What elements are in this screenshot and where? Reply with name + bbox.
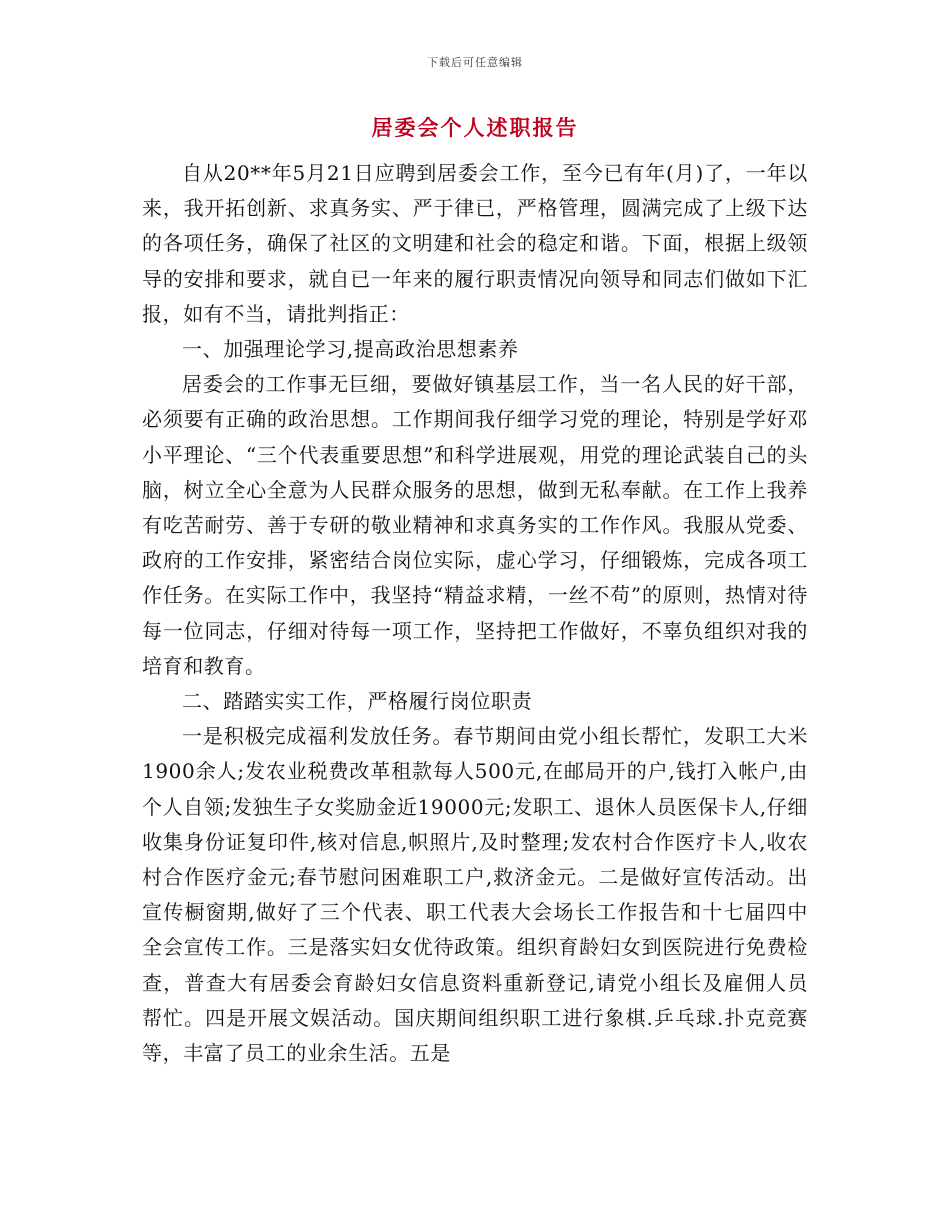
document-body — [142, 156, 808, 1071]
paragraph-section-1: 居委会的工作事无巨细，要做好镇基层工作，当一名人民的好干部，必须要有正确的政治思想。工作期间我仔细学习党的理论，特别是学好邓小平理论、“三个代表重要思想”和科学进展观，用党的理论武装自己的头脑，树立全心全意为人民群众服务的思想，做到无私奉献。在工作上我养有吃苦耐劳、善于专研的敬业精神和求真务实的工作作风。我服从党委、政府的工作安排，紧密结合岗位实际，虚心学习，仔细锻炼，完成各项工作任务。在实际工作中，我坚持“精益求精，一丝不苟”的原则，热情对待每一位同志，仔细对待每一项工作，坚持把工作做好，不辜负组织对我的培育和教育。 — [142, 372, 808, 678]
header-note: 下载后可任意编辑 — [427, 56, 523, 69]
document-title: 居委会个人述职报告 — [371, 116, 579, 140]
section-heading-2: 二、踏踏实实工作，严格履行岗位职责 — [182, 689, 533, 714]
section-heading-1: 一、加强理论学习,提高政治思想素养 — [182, 337, 519, 362]
paragraph-intro: 自从20**年5月21日应聘到居委会工作，至今已有年(月)了，一年以来，我开拓创新、求真务实、严于律已，严格管理，圆满完成了上级下达的各项任务，确保了社区的文明建和社会的稳定和谐。下面，根据上级领导的安排和要求，就自已一年来的履行职责情况向领导和同志们做如下汇报，如有不当，请批判指正： — [142, 161, 808, 326]
paragraph-section-2: 一是积极完成福利发放任务。春节期间由党小组长帮忙，发职工大米1900余人;发农业税费改革租款每人500元,在邮局开的户,钱打入帐户,由个人自领;发独生子女奖励金近19000元;发职工、退休人员医保卡人,仔细收集身份证复印件,核对信息,帜照片,及时整理;发农村合作医疗卡人,收农村合作医疗金元;春节慰问困难职工户,救济金元。二是做好宣传活动。出宣传橱窗期,做好了三个代表、职工代表大会场长工作报告和十七届四中全会宣传工作。三是落实妇女优待政策。组织育龄妇女到医院进行免费检查，普查大有居委会育龄妇女信息资料重新登记,请党小组长及雇佣人员帮忙。四是开展文娱活动。国庆期间组织职工进行象棋.乒乓球.扑克竞赛等，丰富了员工的业余生活。五是 — [142, 724, 808, 1066]
